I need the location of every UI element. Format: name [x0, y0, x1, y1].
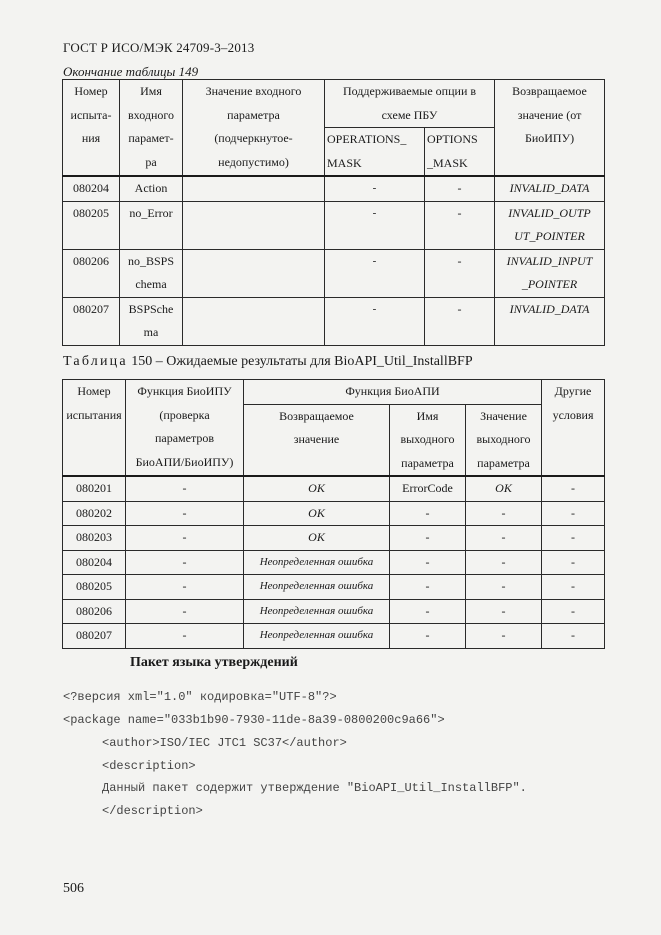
section-title: Пакет языка утверждений [130, 655, 298, 670]
table-row: 080201 - OK ErrorCode OK - [63, 476, 605, 501]
header-output-value: Значение выходного параметра [466, 404, 542, 476]
table-150-caption [63, 354, 473, 370]
table-row: 080207 - Неопределенная ошибка - - - [63, 624, 605, 649]
page-number: 506 [63, 881, 84, 896]
caption-text: 150 – Ожидаемые результаты для BioAPI_Util_InstallBFP [131, 354, 473, 369]
table-row: 080202 - OK - - - [63, 501, 605, 526]
code-line: </description> [102, 804, 203, 818]
table-row: 080203 - OK - - - [63, 526, 605, 551]
table-150 [62, 379, 605, 649]
header-input-name: Имя входного парамет- ра [120, 80, 183, 177]
table-row: 080204 Action - - INVALID_DATA [63, 176, 605, 201]
header-bsp-function: Функция БиоИПУ (проверка параметров БиоАПИ/БиоИПУ) [126, 380, 244, 477]
header-input-value: Значение входного параметра (подчеркнутое- недопустимо) [183, 80, 325, 177]
caption-prefix: Таблица [63, 354, 128, 369]
table-row: 080205 no_Error - - INVALID_OUTP UT_POINTER [63, 201, 605, 249]
header-returned-value: Возвращаемое значение [244, 404, 390, 476]
header-test-number: Номер испытания [63, 380, 126, 477]
header-api-function: Функция БиоАПИ [244, 380, 542, 405]
header-test-number: Номер испыта- ния [63, 80, 120, 177]
table-row: 080204 - Неопределенная ошибка - - - [63, 550, 605, 575]
header-other-conditions: Другие условия [542, 380, 605, 477]
table-row: 080205 - Неопределенная ошибка - - - [63, 575, 605, 600]
table-row: 080207 BSPSche ma - - INVALID_DATA [63, 297, 605, 345]
header-supported-options: Поддерживаемые опции в схеме ПБУ [325, 80, 495, 128]
code-line: <package name="033b1b90-7930-11de-8a39-0800200c9a66"> [63, 713, 445, 727]
header-output-name: Имя выходного параметра [390, 404, 466, 476]
header-options-mask: OPTIONS _MASK [425, 128, 495, 177]
document-header: ГОСТ Р ИСО/МЭК 24709-3–2013 [63, 40, 255, 55]
code-line: <description> [102, 759, 196, 773]
code-line: Данный пакет содержит утверждение "BioAPI_Util_InstallBFP". [102, 781, 527, 795]
table-row: 080206 no_BSPS chema - - INVALID_INPUT _POINTER [63, 249, 605, 297]
table-149 [62, 79, 605, 346]
header-operations-mask: OPERATIONS_ MASK [325, 128, 425, 177]
table-149-caption: Окончание таблицы 149 [63, 64, 199, 79]
code-line: <?версия xml="1.0" кодировка="UTF-8"?> [63, 690, 337, 704]
table-row: 080206 - Неопределенная ошибка - - - [63, 599, 605, 624]
header-returned-value: Возвращаемое значение (от БиоИПУ) [495, 80, 605, 177]
code-line: <author>ISO/IEC JTC1 SC37</author> [102, 736, 347, 750]
